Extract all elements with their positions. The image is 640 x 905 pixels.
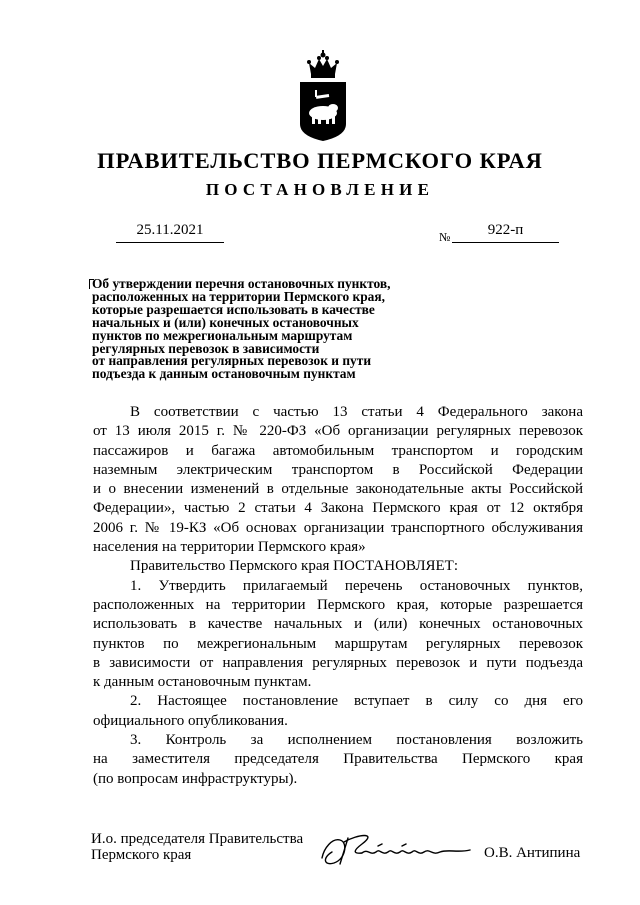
body-line: от 13 июля 2015 г. № 220-ФЗ «Об организации регулярных перевозок xyxy=(93,423,583,440)
subject-line: регулярных перевозок в зависимости xyxy=(92,340,320,356)
document-subject xyxy=(92,278,452,381)
body-line: пунктов по межрегиональным маршрутам регулярных перевозок xyxy=(93,635,583,652)
body-line: 2006 г. № 19-КЗ «Об основах организации транспортного обслуживания xyxy=(93,519,583,536)
subject-line: от направления регулярных перевозок и пути xyxy=(92,353,372,369)
perm-krai-coat-of-arms-icon xyxy=(298,50,348,142)
subject-line: которые разрешается использовать в качестве xyxy=(92,301,375,317)
body-line: Федерации», частью 2 статьи 4 Закона Пермского края от 12 октября xyxy=(93,500,583,517)
subject-line: расположенных на территории Пермского края, xyxy=(92,288,385,304)
body-line: 1. Утвердить прилагаемый перечень остановочных пунктов, xyxy=(130,577,583,594)
document-body xyxy=(93,403,583,789)
body-line: и о внесении изменений в отдельные законодательные акты Российской xyxy=(93,481,583,498)
body-line: наземным электрическим транспортом в Российской Федерации xyxy=(93,461,583,478)
body-line: 2. Настоящее постановление вступает в силу со дня его xyxy=(130,693,583,710)
body-line: (по вопросам инфраструктуры). xyxy=(93,770,298,787)
body-line: 3. Контроль за исполнением постановления возложить xyxy=(130,732,583,749)
body-line: официального опубликования. xyxy=(93,712,288,729)
body-line: расположенных на территории Пермского края, которые разрешается xyxy=(93,596,583,613)
body-line: населения на территории Пермского края» xyxy=(93,539,366,556)
document-type: ПОСТАНОВЛЕНИЕ xyxy=(205,180,435,199)
handwritten-signature-icon xyxy=(318,828,486,868)
body-line: В соответствии с частью 13 статьи 4 Федерального закона xyxy=(130,404,583,420)
body-line: пассажиров и багажа автомобильным транспортом и городским xyxy=(93,442,583,459)
number-label: № xyxy=(439,230,451,244)
signatory-position xyxy=(91,831,303,863)
signatory-position-line: Пермского края xyxy=(91,847,192,863)
subject-line: начальных и (или) конечных остановочных xyxy=(92,314,359,330)
signatory-name: О.В. Антипина xyxy=(484,845,581,861)
document-number: 922-п xyxy=(452,222,559,243)
subject-line: Об утверждении перечня остановочных пунктов, xyxy=(92,276,391,291)
body-line: к данным остановочным пунктам. xyxy=(93,674,312,691)
government-title: ПРАВИТЕЛЬСТВО ПЕРМСКОГО КРАЯ xyxy=(97,148,543,173)
body-line: на заместителя председателя Правительства Пермского края xyxy=(93,751,583,768)
document-date: 25.11.2021 xyxy=(116,222,224,243)
body-line: Правительство Пермского края ПОСТАНОВЛЯЕТ: xyxy=(130,558,459,575)
body-line: использовать в качестве начальных и (или) конечных остановочных xyxy=(93,616,583,633)
body-line: в зависимости от направления регулярных перевозок и пути подъезда xyxy=(93,654,583,671)
subject-line: пунктов по межрегиональным маршрутам xyxy=(92,327,353,343)
subject-line: подъезда к данным остановочным пунктам xyxy=(92,366,356,382)
signatory-position-line: И.о. председателя Правительства xyxy=(91,831,304,847)
